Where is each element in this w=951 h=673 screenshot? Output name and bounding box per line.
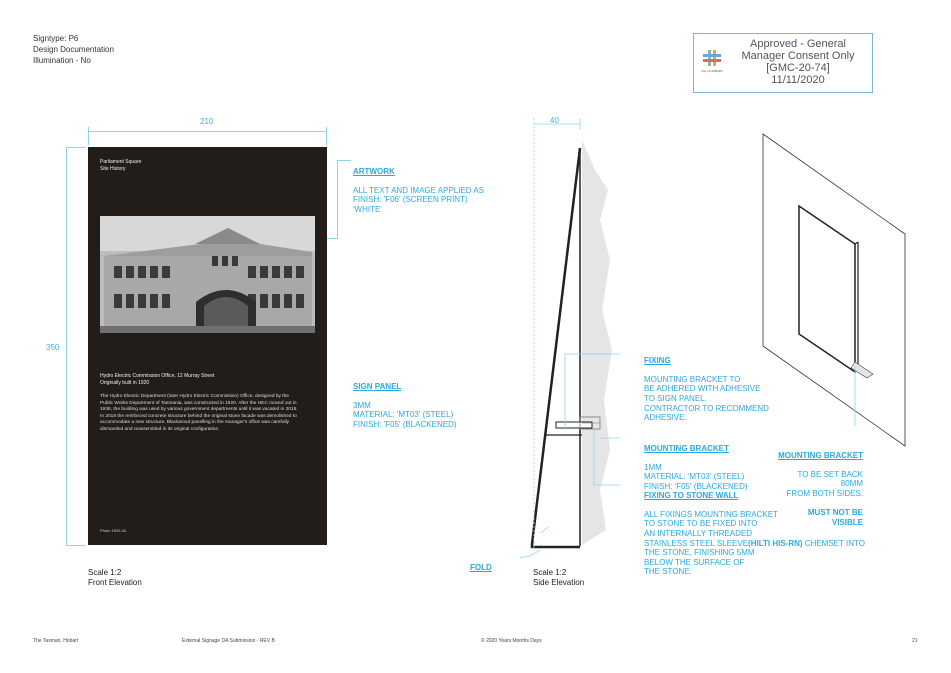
city-of-hobart-logo-icon xyxy=(699,48,725,74)
side-scale: Scale 1:2 xyxy=(533,568,567,577)
fold-label: FOLD xyxy=(470,562,492,572)
artwork-note-heading: ARTWORK xyxy=(353,166,395,176)
sign-panel-front xyxy=(88,147,327,545)
photo-credit: Photo 1925-30 xyxy=(100,528,127,533)
height-dimension-line xyxy=(66,147,67,545)
stamp-line-2: Manager Consent Only xyxy=(741,50,855,62)
caption-line-2: Originally built in 1920 xyxy=(100,380,150,386)
fold-note xyxy=(470,553,492,582)
footer-copyright: © 2020 Years Months Days xyxy=(481,638,542,644)
history-body-text: The Hydro Electric Department (later Hydro Electric Commission) Office, designed by the Public Works Department of Tasmania, was constructed in 1920. After the HEC moved out in 1938, the building was used by various government departments until it was vacated in 2016. In 2018 the reinforced concrete structure behind the original stone facade was demolished to accommodate a new structure. Blackwood panelling in the manager's office was carefully dismantled and reassembled in its original configuration. xyxy=(100,394,298,432)
side-elevation-scale xyxy=(533,568,584,588)
side-label: Side Elevation xyxy=(533,578,585,587)
panel-title xyxy=(100,159,141,173)
front-label: Front Elevation xyxy=(88,578,142,587)
footer-page-number: 21 xyxy=(912,638,918,644)
sign-panel-note-body: 3MM MATERIAL: 'MT03' (STEEL) FINISH: 'F05' (BLACKENED) xyxy=(353,400,457,429)
stamp-line-3: [GMC-20-74] xyxy=(766,62,830,74)
width-dimension-tick-right xyxy=(326,127,327,145)
iso-bracket-note xyxy=(775,441,863,537)
fixing-note xyxy=(644,346,769,432)
signtype: Signtype: P6 xyxy=(33,34,79,43)
stone-wall-body-bold: (HILTI HIS-RN) xyxy=(748,538,803,548)
front-elevation-scale xyxy=(88,568,142,588)
width-dimension-tick-left xyxy=(88,127,89,145)
footer-submission: External Signage DA Submission - REV B xyxy=(182,638,275,644)
mounting-bracket-note-body: 1MM MATERIAL: 'MT03' (STEEL) FINISH: 'F05' (BLACKENED) xyxy=(644,462,748,491)
mounting-bracket-note-heading: MOUNTING BRACKET xyxy=(644,443,729,453)
historic-building-photo xyxy=(100,216,315,333)
iso-bracket-note-heading: MOUNTING BRACKET xyxy=(778,450,863,460)
panel-title-2: Site History xyxy=(100,166,126,172)
stone-wall-body-1: ALL FIXINGS MOUNTING BRACKET TO STONE TO BE FIXED INTO AN INTERNALLY THREADED STAINLESS STEEL SLEEVE xyxy=(644,509,778,548)
iso-bracket-note-body: TO BE SET BACK 80MM FROM BOTH SIDES. xyxy=(786,469,863,498)
documentation-label: Design Documentation xyxy=(33,45,114,54)
depth-dimension-label: 40 xyxy=(550,116,559,125)
stone-wall-note-heading: FIXING TO STONE WALL xyxy=(644,490,739,500)
artwork-note-body: ALL TEXT AND IMAGE APPLIED AS FINISH: 'F06' (SCREEN PRINT) 'WHITE' xyxy=(353,185,485,214)
artwork-leader-vertical xyxy=(337,160,338,239)
artwork-note xyxy=(353,157,484,224)
approval-stamp xyxy=(693,33,873,93)
stamp-line-1: Approved - General xyxy=(750,38,846,50)
logo-text: City of HOBART xyxy=(701,69,723,73)
fixing-note-body: MOUNTING BRACKET TO BE ADHERED WITH ADHESIVE TO SIGN PANEL. CONTRACTOR TO RECOMMEND ADHESIVE. xyxy=(644,374,769,423)
artwork-leader-top xyxy=(337,160,351,161)
sign-panel-note xyxy=(353,372,457,439)
sign-panel-note-heading: SIGN PANEL xyxy=(353,381,402,391)
stamp-line-4: 11/11/2020 xyxy=(771,74,825,86)
height-dimension-label: 350 xyxy=(46,343,60,352)
width-dimension-label: 210 xyxy=(200,117,214,126)
caption-line-1: Hydro Electric Commission Office, 12 Murray Street xyxy=(100,373,215,379)
sign-meta xyxy=(33,33,114,66)
illumination-label: Illumination - No xyxy=(33,56,91,65)
height-dimension-tick-top xyxy=(66,147,86,148)
fixing-note-heading: FIXING xyxy=(644,355,671,365)
side-elevation-drawing xyxy=(520,110,620,560)
stamp-text xyxy=(724,38,872,86)
photo-caption xyxy=(100,373,214,387)
isometric-view-drawing xyxy=(755,128,915,458)
artwork-leader-horizontal xyxy=(327,238,337,239)
height-dimension-tick-bottom xyxy=(66,545,86,546)
iso-bracket-note-bold: MUST NOT BE VISIBLE xyxy=(807,508,863,527)
stone-wall-body-2: CHEMSET INTO THE STONE, FINISHING 5MM BELOW THE SURFACE OF THE STONE. xyxy=(644,538,865,577)
panel-title-1: Parliament Square xyxy=(100,159,142,165)
width-dimension-line xyxy=(88,131,327,132)
footer-project: The Tasman, Hobart xyxy=(33,638,79,644)
front-scale: Scale 1:2 xyxy=(88,568,122,577)
